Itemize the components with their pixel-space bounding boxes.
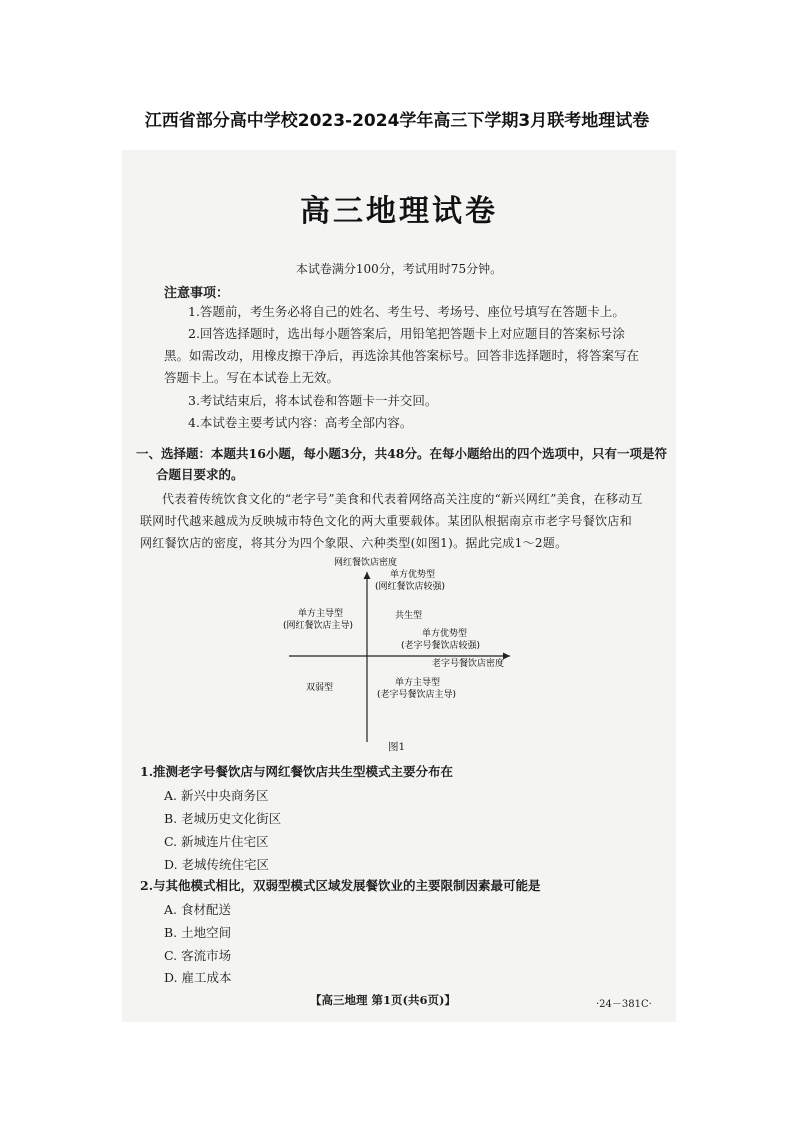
x-axis-label: 老字号餐饮店密度 xyxy=(432,659,505,669)
paper-code: ·24－381C· xyxy=(596,999,652,1010)
label-advantage-laozihao-note: (老字号餐饮店较强) xyxy=(401,641,481,651)
section-1-heading-line-1: 一、选择题：本题共16小题，每小题3分，共48分。在每小题给出的四个选项中，只有一项是符 xyxy=(136,446,667,461)
notice-item-2-line-3: 答题卡上。写在本试卷上无效。 xyxy=(164,370,340,385)
question-1-option-b: B. 老城历史文化街区 xyxy=(164,811,282,826)
page-footer: 【高三地理 第1页(共6页)】 xyxy=(310,993,456,1007)
document-title: 江西省部分高中学校2023-2024学年高三下学期3月联考地理试卷 xyxy=(144,111,650,131)
notice-item-3: 3.考试结束后，将本试卷和答题卡一并交回。 xyxy=(188,393,438,408)
scanned-exam-page xyxy=(122,150,676,1022)
figure-1-caption: 图1 xyxy=(388,741,406,753)
passage-line-3: 网红餐饮店的密度，将其分为四个象限、六种类型(如图1)。据此完成1～2题。 xyxy=(140,536,568,550)
notice-heading: 注意事项： xyxy=(164,286,230,301)
notice-item-2-line-1: 2.回答选择题时，选出每小题答案后，用铅笔把答题卡上对应题目的答案标号涂 xyxy=(188,326,625,341)
notice-item-1: 1.答题前，考生务必将自己的姓名、考生号、考场号、座位号填写在答题卡上。 xyxy=(188,304,625,319)
y-axis-label: 网红餐饮店密度 xyxy=(334,558,398,568)
passage-line-1: 代表着传统饮食文化的“老字号”美食和代表着网络高关注度的“新兴网红”美食，在移动互 xyxy=(162,492,643,506)
question-2-option-a: A. 食材配送 xyxy=(164,902,231,917)
exam-info: 本试卷满分100分，考试用时75分钟。 xyxy=(295,262,503,276)
question-2-option-b: B. 土地空间 xyxy=(164,925,232,940)
notice-item-2-line-2: 黑。如需改动，用橡皮擦干净后，再选涂其他答案标号。回答非选择题时，将答案写在 xyxy=(164,348,640,363)
label-advantage-wanghong: 单方优势型 xyxy=(390,570,436,580)
passage-line-2: 联网时代越来越成为反映城市特色文化的两大重要载体。某团队根据南京市老字号餐饮店和 xyxy=(140,514,633,528)
figure-1-quadrant-diagram xyxy=(272,552,532,757)
label-advantage-laozihao: 单方优势型 xyxy=(422,629,468,639)
question-2-option-c: C. 客流市场 xyxy=(164,948,232,963)
label-advantage-wanghong-note: (网红餐饮店较强) xyxy=(375,582,446,592)
question-1-option-d: D. 老城传统住宅区 xyxy=(164,857,270,872)
question-1-option-c: C. 新城连片住宅区 xyxy=(164,834,269,849)
label-symbiosis: 共生型 xyxy=(395,611,423,621)
question-1-option-a: A. 新兴中央商务区 xyxy=(164,788,269,803)
label-dominant-wanghong-note: (网红餐饮店主导) xyxy=(283,621,354,631)
exam-main-title: 高三地理试卷 xyxy=(300,194,498,229)
label-dominant-wanghong: 单方主导型 xyxy=(298,609,344,619)
question-2-stem: 2.与其他模式相比，双弱型模式区域发展餐饮业的主要限制因素最可能是 xyxy=(140,878,541,893)
notice-item-4: 4.本试卷主要考试内容：高考全部内容。 xyxy=(188,415,413,430)
section-1-heading-line-2: 合题目要求的。 xyxy=(156,467,244,482)
label-dominant-laozihao-note: (老字号餐饮店主导) xyxy=(377,690,457,700)
label-double-weak: 双弱型 xyxy=(306,683,334,693)
label-dominant-laozihao: 单方主导型 xyxy=(395,678,441,688)
question-1-stem: 1.推测老字号餐饮店与网红餐饮店共生型模式主要分布在 xyxy=(140,764,454,779)
question-2-option-d: D. 雇工成本 xyxy=(164,970,232,985)
